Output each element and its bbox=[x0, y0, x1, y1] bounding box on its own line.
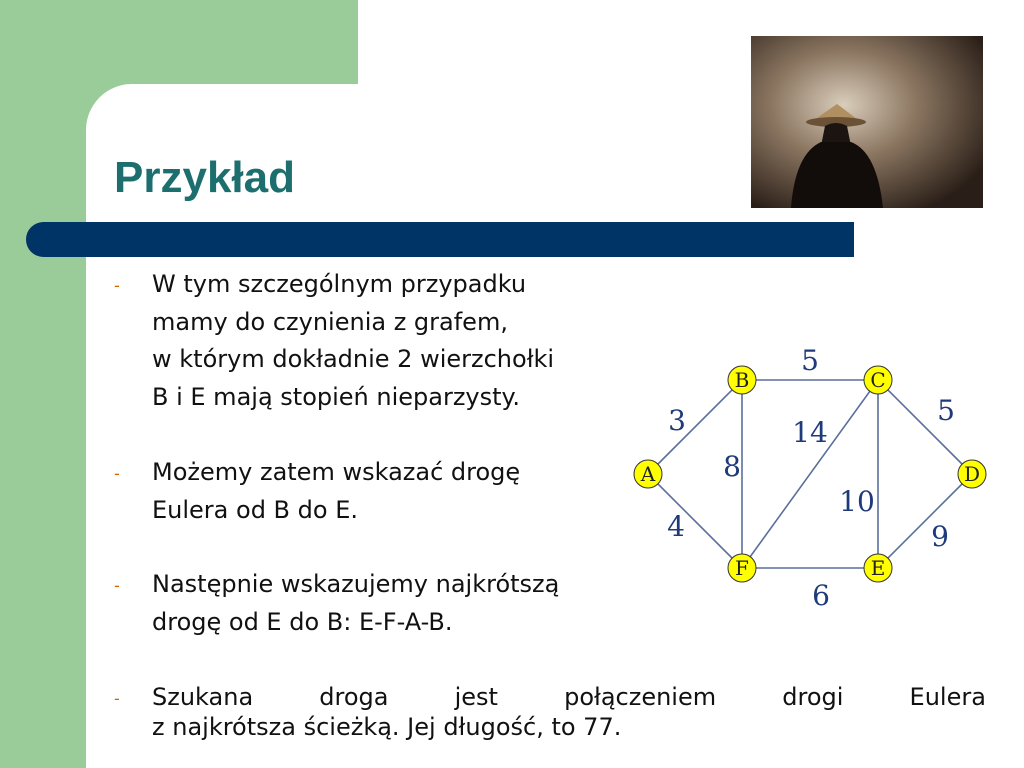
graph-node-b bbox=[728, 366, 756, 394]
weight-c-d: 5 bbox=[937, 394, 955, 427]
node-label: F bbox=[735, 556, 749, 580]
weight-f-e: 6 bbox=[812, 579, 830, 612]
node-label: D bbox=[963, 462, 981, 486]
word: połączeniem bbox=[564, 683, 717, 711]
bullet-text-line: W tym szczególnym przypadku bbox=[152, 270, 527, 298]
word: droga bbox=[319, 683, 389, 711]
word: Eulera bbox=[909, 683, 986, 711]
weight-d-e: 9 bbox=[931, 520, 949, 553]
graph-node-a bbox=[634, 460, 662, 488]
node-label: B bbox=[734, 368, 750, 392]
bullet-text-line: Eulera od B do E. bbox=[152, 496, 358, 524]
bullet-text-line: mamy do czynienia z grafem, bbox=[152, 308, 508, 336]
bullet-text-line: w którym dokładnie 2 wierzchołki bbox=[152, 345, 555, 373]
man-with-conical-hat-photo bbox=[751, 36, 983, 208]
bullet-text-line-justified bbox=[152, 682, 986, 712]
weight-c-e: 10 bbox=[839, 485, 875, 518]
weight-b-c: 5 bbox=[801, 344, 819, 377]
word: jest bbox=[454, 683, 498, 711]
node-label: C bbox=[870, 368, 886, 392]
bullet-text-line: B i E mają stopień nieparzysty. bbox=[152, 383, 520, 411]
word: drogi bbox=[782, 683, 844, 711]
node-label: E bbox=[870, 556, 886, 580]
bullet-marker: - bbox=[114, 276, 120, 295]
edge-a-f bbox=[648, 474, 742, 568]
edge-c-d bbox=[878, 380, 972, 474]
weight-c-f: 14 bbox=[792, 416, 828, 449]
bullet-marker: - bbox=[114, 464, 120, 483]
slide-title: Przykład bbox=[114, 153, 295, 202]
bullet-text-line: Możemy zatem wskazać drogę bbox=[152, 458, 521, 486]
graph-node-e bbox=[864, 554, 892, 582]
graph-node-d bbox=[958, 460, 986, 488]
graph-node-c bbox=[864, 366, 892, 394]
title-divider-bar bbox=[26, 222, 854, 257]
graph-edges bbox=[648, 380, 972, 568]
weight-b-f: 8 bbox=[723, 450, 741, 483]
weight-a-b: 3 bbox=[668, 404, 686, 437]
bullet-text-line: Następnie wskazujemy najkrótszą bbox=[152, 570, 560, 598]
node-label: A bbox=[640, 462, 656, 486]
weight-a-f: 4 bbox=[667, 510, 685, 543]
graph-node-f bbox=[728, 554, 756, 582]
bullet-text-line: drogę od E do B: E-F-A-B. bbox=[152, 608, 453, 636]
bullet-text-line: z najkrótsza ścieżką. Jej długość, to 77. bbox=[152, 713, 622, 741]
weighted-graph-diagram bbox=[620, 340, 1000, 620]
bullet-marker: - bbox=[114, 689, 120, 708]
edge-d-e bbox=[878, 474, 972, 568]
edge-c-f bbox=[742, 380, 878, 568]
word: Szukana bbox=[152, 683, 254, 711]
bullet-marker: - bbox=[114, 576, 120, 595]
